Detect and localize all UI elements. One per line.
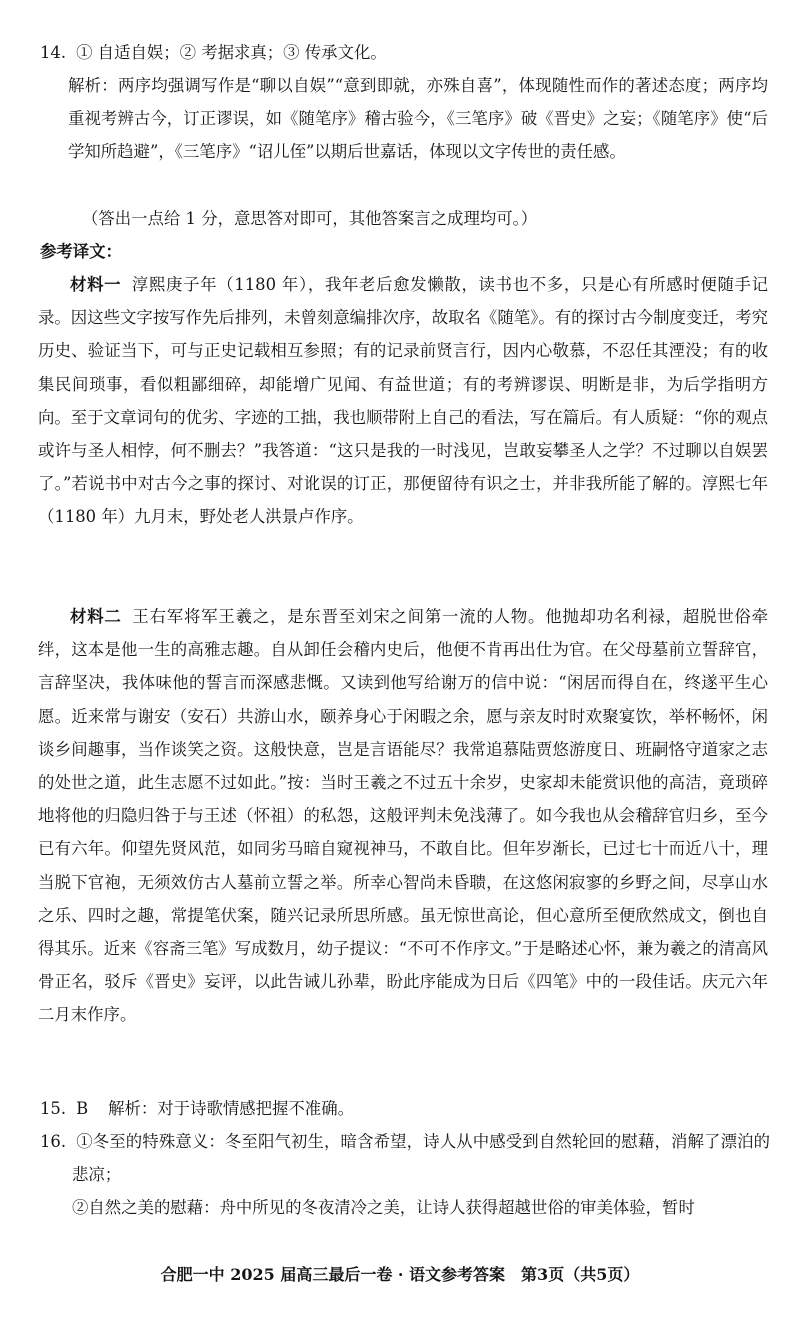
- q16-point-1-text: ①冬至的特殊意义：冬至阳气初生，暗含希望，诗人从中感受到自然轮回的慰藉，消解了漂泊的悲凉；: [72, 1132, 770, 1185]
- material-one-text: 淳熙庚子年（1180 年），我年老后愈发懒散，读书也不多，只是心有所感时便随手记录。因这些文字按写作先后排列，未曾刻意编排次序，故取名《随笔》。有的探讨古今制度变迁，考究历史、验证当下，可与正史记载相互参照；有的记录前贤言行，因内心敬慕，不忍任其湮没；有的收集民间琐事，看似粗鄙细碎，却能增广见闻、有益世道；有的考辨谬误、明断是非，为后学指明方向。至于文章词句的优劣、字迹的工拙，我也顺带附上自己的看法，写在篇后。有人质疑：“你的观点或许与圣人相悖，何不删去？”我答道：“这只是我的一时浅见，岂敢妄攀圣人之学？不过聊以自娱罢了。”若说书中对古今之事的探讨、对讹误的订正，那便留待有识之士，并非我所能了解的。淳熙七年（1180 年）九月末，野处老人洪景卢作序。: [38, 275, 769, 527]
- q15-number: 15.: [40, 1099, 67, 1118]
- material-one-paragraph: [38, 268, 768, 534]
- q16-point-1: [40, 1125, 770, 1191]
- q15-answer: B: [76, 1099, 89, 1118]
- q14-number: 14.: [40, 43, 67, 62]
- material-one-label: 材料一: [70, 275, 122, 294]
- material-two-text: 王右军将军王羲之，是东晋至刘宋之间第一流的人物。他抛却功名利禄，超脱世俗牵绊，这本是他一生的高雅志趣。自从卸任会稽内史后，他便不肯再出仕为官。在父母墓前立誓辞官，言辞坚决，我体味他的誓言而深感悲慨。又读到他写给谢万的信中说：“闲居而得自在，终遂平生心愿。近来常与谢安（安石）共游山水，颐养身心于闲暇之余，愿与亲友时时欢聚宴饮，举杯畅怀，闲谈乡间趣事，当作谈笑之资。这般快意，岂是言语能尽？我常追慕陆贾悠游度日、班嗣恪守道家之志的处世之道，此生志愿不过如此。”按：当时王羲之不过五十余岁，史家却未能赏识他的高洁，竟琐碎地将他的归隐归咎于与王述（怀祖）的私怨，这般评判未免浅薄了。如今我也从会稽辞官归乡，至今已有六年。仰望先贤风范，如同劣马暗自窥视神马，不敢自比。但年岁渐长，已过七十而近八十，理当脱下官袍，无须效仿古人墓前立誓之举。所幸心智尚未昏聩，在这悠闲寂寥的乡野之间，尽享山水之乐、四时之趣，常提笔伏案，随兴记录所思所感。虽无惊世高论，但心意所至便欣然成文，倒也自得其乐。近来《容斋三笔》写成数月，幼子提议：“不可不作序文。”于是略述心怀，兼为羲之的清高风骨正名，驳斥《晋史》妄评，以此告诫儿孙辈，盼此序能成为日后《四笔》中的一段佳话。庆元六年二月末作序。: [38, 607, 769, 1025]
- q14-answer-line: [40, 36, 770, 69]
- page-footer: 合肥一中 2025 届高三最后一卷 · 语文参考答案 第3页（共5页）: [160, 1265, 640, 1284]
- q15-answer-line: [40, 1092, 770, 1125]
- q16-point-2: ②自然之美的慰藉：舟中所见的冬夜清冷之美，让诗人获得超越世俗的审美体验，暂时: [72, 1198, 695, 1217]
- q14-answer: ① 自适自娱；② 考据求真；③ 传承文化。: [76, 43, 387, 62]
- translation-heading: 参考译文：: [40, 242, 122, 261]
- q15-analysis: 解析：对于诗歌情感把握不准确。: [108, 1099, 354, 1118]
- material-two-label: 材料二: [70, 607, 122, 626]
- q16-number: 16.: [40, 1132, 67, 1151]
- material-two-paragraph: [38, 600, 768, 1032]
- q14-analysis: 解析：两序均强调写作是“聊以自娱”“意到即就，亦殊自喜”，体现随性而作的著述态度；两序均重视考辨古今，订正谬误，如《随笔序》稽古验今，《三笔序》破《晋史》之妄；《随笔序》使“后学知所趋避”，《三笔序》“诏儿侄”以期后世嘉话，体现以文字传世的责任感。: [68, 76, 768, 162]
- q14-scoring-note: （答出一点给 1 分，意思答对即可，其他答案言之成理均可。）: [82, 209, 538, 228]
